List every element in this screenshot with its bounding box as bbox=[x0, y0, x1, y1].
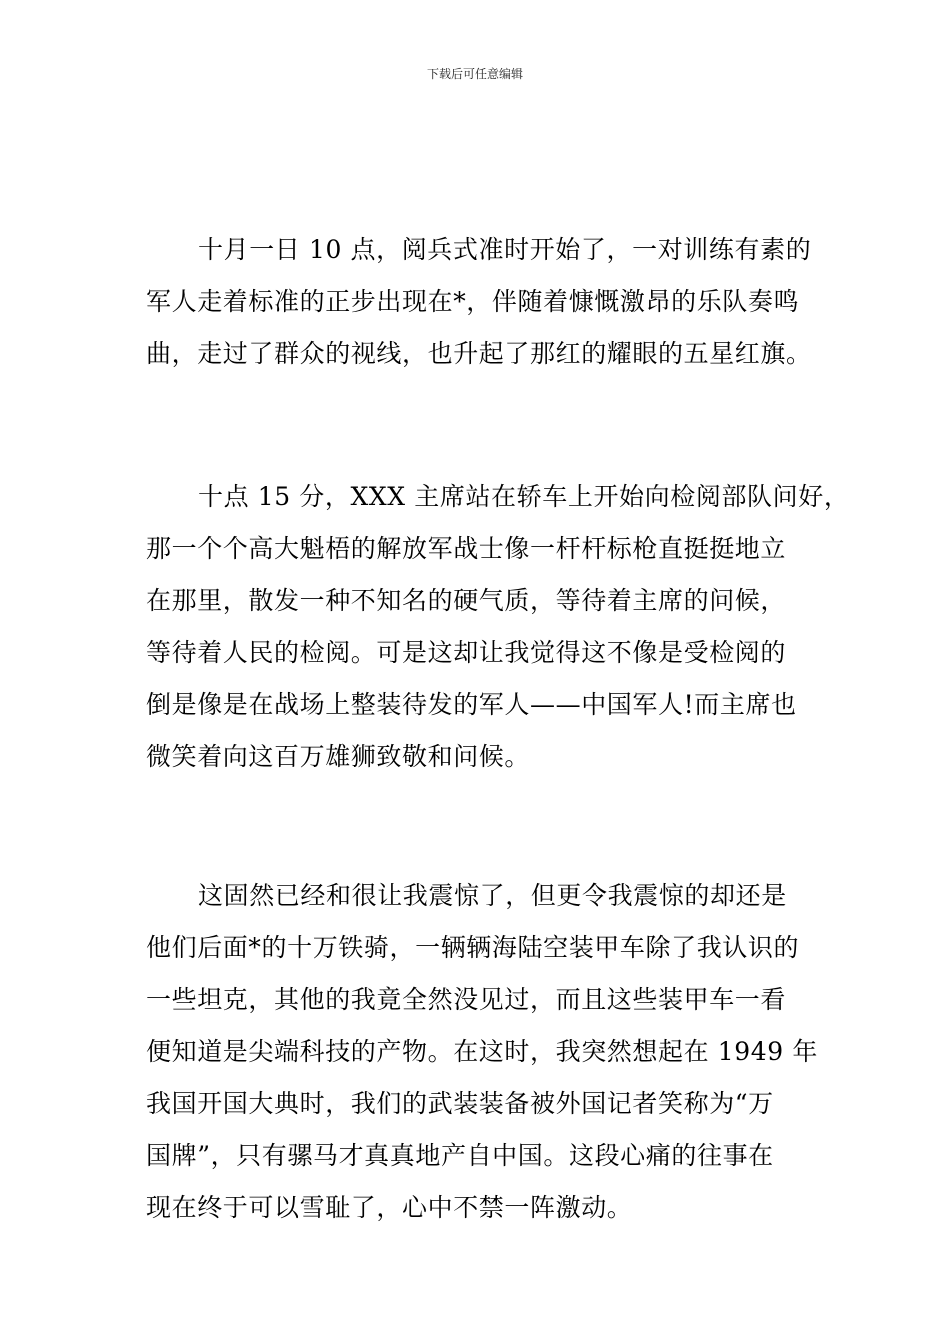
paragraph-2 bbox=[146, 471, 849, 783]
paragraph-line: 等待着人民的检阅。可是这却让我觉得这不像是受检阅的 bbox=[146, 638, 787, 667]
paragraph-line: 军人走着标准的正步出现在*，伴随着慷慨激昂的乐队奏鸣 bbox=[146, 287, 800, 316]
paragraph-line: 国牌”，只有骡马才真真地产自中国。这段心痛的往事在 bbox=[146, 1141, 774, 1170]
paragraph-line: 这固然已经和很让我震惊了，但更令我震惊的却还是 bbox=[198, 881, 787, 910]
paragraph-line: 那一个个高大魁梧的解放军战士像一杆杆标枪直挺挺地立 bbox=[146, 534, 787, 563]
paragraph-line: 他们后面*的十万铁骑，一辆辆海陆空装甲车除了我认识的 bbox=[146, 933, 800, 962]
page-header: 下载后可任意编辑 bbox=[426, 67, 523, 81]
paragraph-line: 十月一日 10 点，阅兵式准时开始了，一对训练有素的 bbox=[198, 235, 812, 264]
paragraph-line: 曲，走过了群众的视线，也升起了那红的耀眼的五星红旗。 bbox=[146, 339, 812, 368]
paragraph-line: 微笑着向这百万雄狮致敬和问候。 bbox=[146, 742, 531, 771]
paragraph-1 bbox=[146, 224, 812, 380]
paragraph-line: 便知道是尖端科技的产物。在这时，我突然想起在 1949 年 bbox=[146, 1037, 818, 1066]
paragraph-line: 一些坦克，其他的我竟全然没见过，而且这些装甲车一看 bbox=[146, 985, 787, 1014]
paragraph-line: 现在终于可以雪耻了，心中不禁一阵激动。 bbox=[146, 1193, 633, 1222]
paragraph-line: 倒是像是在战场上整装待发的军人——中国军人!而主席也 bbox=[146, 690, 797, 719]
paragraph-line: 我国开国大典时，我们的武装装备被外国记者笑称为“万 bbox=[146, 1089, 774, 1118]
paragraph-3 bbox=[146, 870, 818, 1234]
paragraph-line: 十点 15 分，XXX 主席站在轿车上开始向检阅部队问好， bbox=[198, 482, 850, 511]
paragraph-line: 在那里，散发一种不知名的硬气质，等待着主席的问候， bbox=[146, 586, 787, 615]
